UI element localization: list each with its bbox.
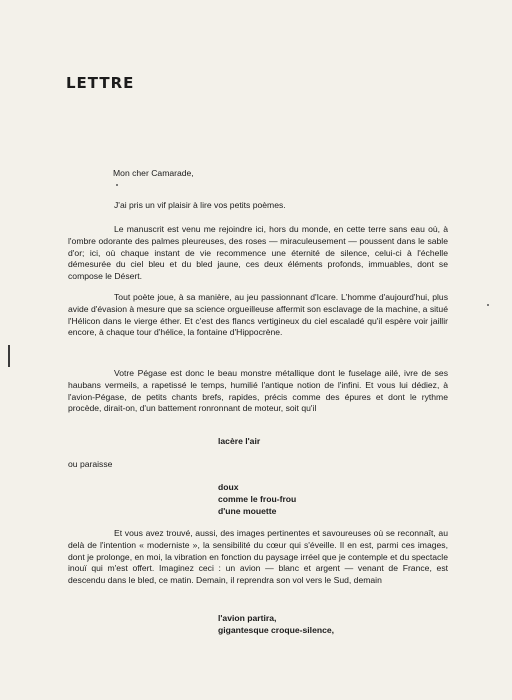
paragraph-2: Le manuscrit est venu me rejoindre ici, hors du monde, en cette terre sans eau où, à l'ombre odorante des palmes pleureuses, des roses — miraculeusement — poussent dans le sable d'or; ici, où chaque instant de vie recommence une éternité de silence, celui-ci à l'échelle démesurée du ciel bleu et du bled jaune, ces deux éléments profonds, immuables, dont se compose le Désert. (68, 224, 448, 282)
verse-line: doux (218, 482, 239, 492)
verse-line: l'avion partira, (218, 613, 277, 623)
ink-speck (487, 304, 489, 306)
verse-line: lacère l'air (218, 436, 261, 446)
verse-line: comme le frou-frou (218, 494, 297, 504)
paragraph-3: Tout poète joue, à sa manière, au jeu passionnant d'Icare. L'homme d'aujourd'hui, plus avide d'évasion à mesure que sa science orgueilleuse affermit son esclavage de la machine, a situé l'Hélicon dans le vierge éther. Et c'est des flancs vertigineux du ciel escaladé qu'il espère voir jaillir encore, à chaque tour d'hélice, la fontaine d'Hippocrène. (68, 292, 448, 338)
page-title: LETTRE (66, 74, 135, 92)
ink-speck (116, 184, 118, 186)
margin-mark (8, 345, 10, 367)
verse-line: d'une mouette (218, 506, 277, 516)
connector-text: ou paraisse (68, 459, 113, 469)
paragraph-1: J'ai pris un vif plaisir à lire vos petits poèmes. (114, 200, 286, 210)
verse-line: gigantesque croque-silence, (218, 625, 335, 635)
paragraph-4: Votre Pégase est donc le beau monstre métallique dont le fuselage ailé, ivre de ses haubans vermeils, a rapetissé le temps, humilié l'antique notion de l'infini. Et vous lui dédiez, à l'avion-Pégase, de petits chants brefs, rapides, précis comme des épures et dont le rythme procède, dirait-on, d'un battement ronronnant de moteur, soit qu'il (68, 368, 448, 414)
paragraph-5: Et vous avez trouvé, aussi, des images pertinentes et savoureuses où se reconnaît, au delà de l'intention « moderniste », la sensibilité du cœur qui s'éveille. Il en est, parmi ces images, dont je prolonge, en moi, la vibration en fonction du paysage irréel que je contemple et du spectacle inouï qui m'est offert. Imaginez ceci : un avion — blanc et argent — venant de France, est descendu dans le bled, ce matin. Demain, il reprendra son vol vers le Sud, demain (68, 528, 448, 586)
salutation: Mon cher Camarade, (113, 168, 194, 178)
